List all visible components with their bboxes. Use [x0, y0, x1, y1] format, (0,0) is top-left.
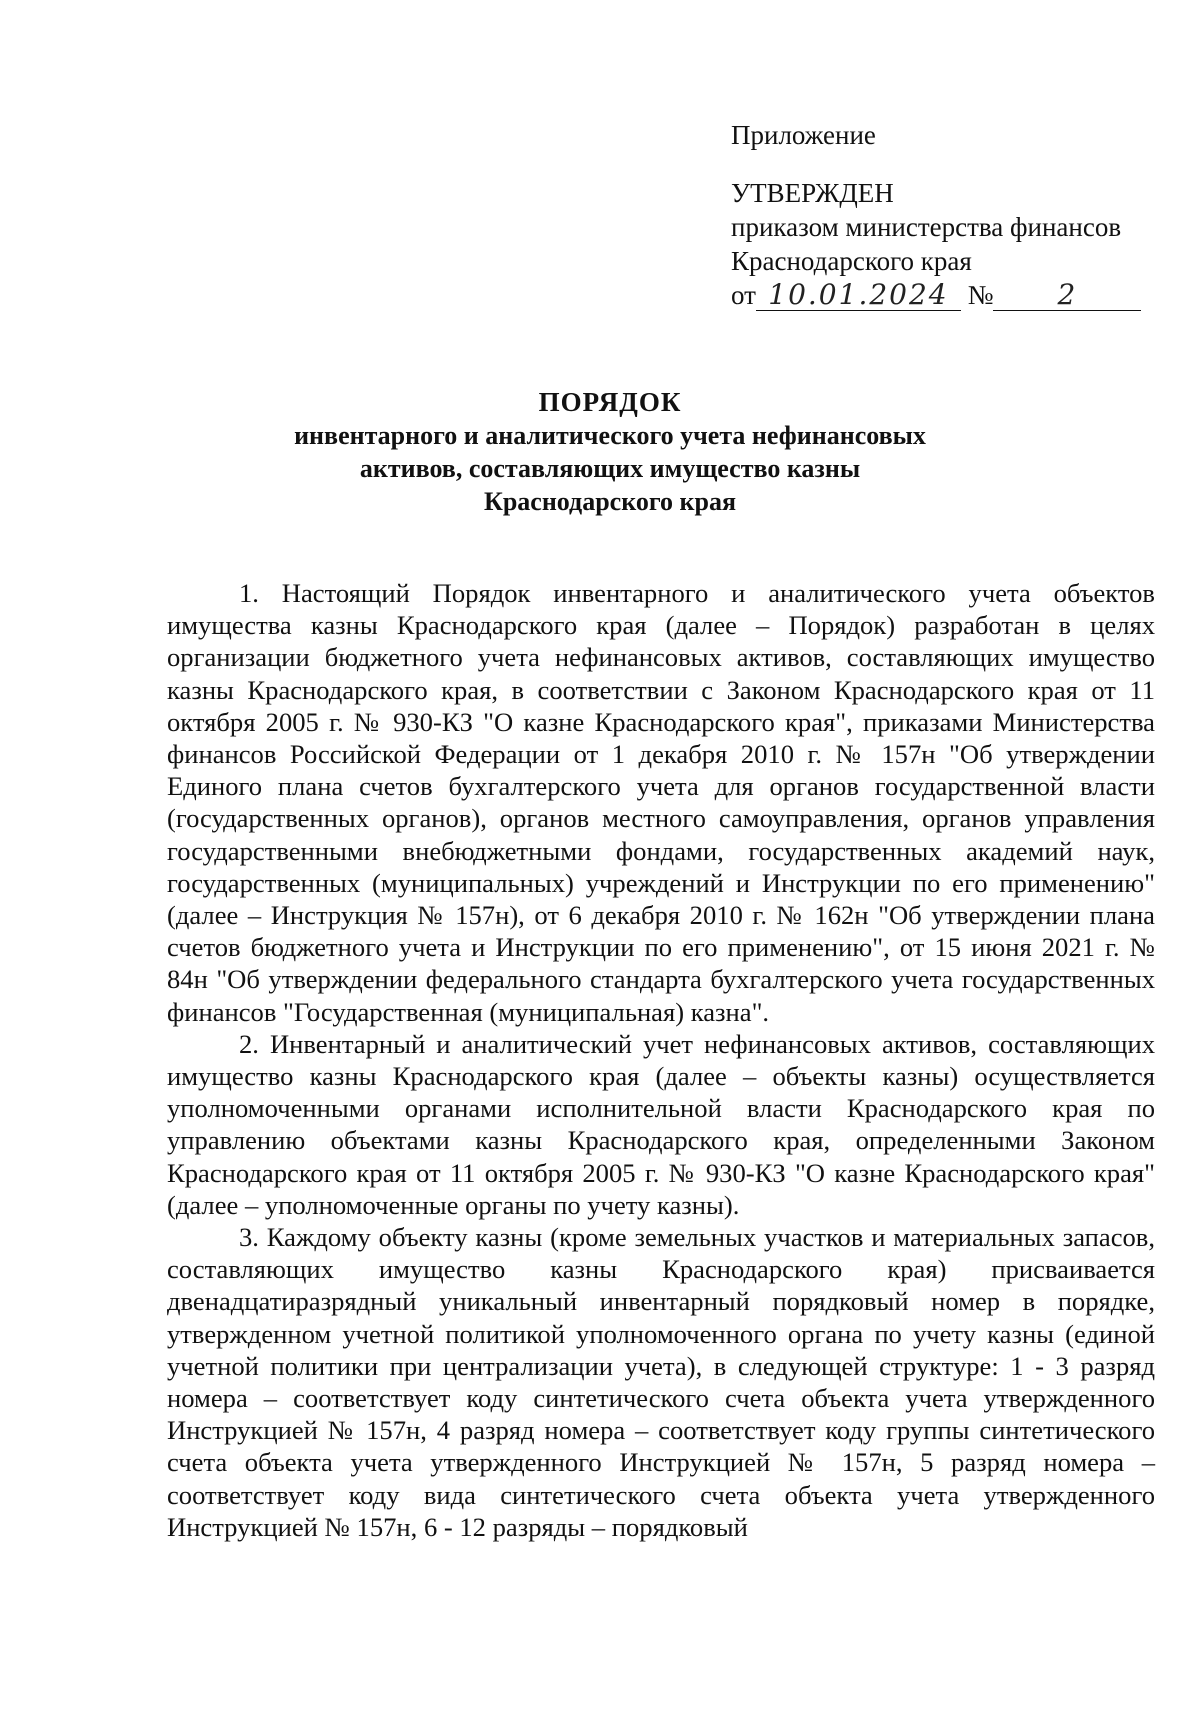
order-line-1: приказом министерства финансов — [731, 212, 1122, 242]
title-line-2: активов, составляющих имущество казны — [359, 454, 861, 483]
title-line-3: Краснодарского края — [483, 487, 737, 516]
spacer — [731, 152, 1151, 176]
paragraph-1: 1. Настоящий Порядок инвентарного и аналитического учета объектов имущества казны Краснодарского края (далее – Порядок) разработан в целях организации бюджетного учета нефинансовых активов, составляющих имущество казны Краснодарского края, в соответствии с Законом Краснодарского края от 11 октября 2005 г. № 930-КЗ "О казне Краснодарского края", приказами Министерства финансов Российской Федерации от 1 декабря 2010 г. № 157н "Об утверждении Единого плана счетов бухгалтерского учета для органов государственной власти (государственных органов), органов местного самоуправления, органов управления государственными внебюджетными фондами, государственных академий наук, государственных (муниципальных) учреждений и Инструкции по его применению" (далее – Инструкция № 157н), от 6 декабря 2010 г. № 162н "Об утверждении плана счетов бюджетного учета и Инструкции по его применению", от 15 июня 2021 г. № 84н "Об утверждении федерального стандарта бухгалтерского учета государственных финансов "Государственная (муниципальная) казна". — [167, 578, 1155, 1027]
order-line-2: Краснодарского края — [731, 246, 972, 276]
approved-label: УТВЕРЖДЕН — [731, 178, 894, 208]
approval-stamp-block — [731, 118, 1151, 312]
document-title — [200, 386, 1020, 518]
document-body — [167, 577, 1155, 1543]
appendix-label: Приложение — [731, 120, 876, 150]
title-line-1: инвентарного и аналитического учета нефинансовых — [294, 421, 926, 450]
paragraph-2: 2. Инвентарный и аналитический учет нефинансовых активов, составляющих имущество казны Краснодарского края (далее – объекты казны) осуществляется уполномоченными органами исполнительной власти Краснодарского края по управлению объектами казны Краснодарского края, определенными Законом Краснодарского края от 11 октября 2005 г. № 930-КЗ "О казне Краснодарского края" (далее – уполномоченные органы по учету казны). — [167, 1028, 1155, 1220]
paragraph-3: 3. Каждому объекту казны (кроме земельных участков и материальных запасов, составляющих имущество казны Краснодарского края) присваивается двенадцатиразрядный уникальный инвентарный порядковый номер в порядке, утвержденном учетной политикой уполномоченного органа по учету казны (единой учетной политики при централизации учета), в следующей структуре: 1 - 3 разряд номера – соответствует коду синтетического счета объекта учета утвержденного Инструкцией № 157н, 4 разряд номера – соответствует коду группы синтетического счета объекта учета утвержденного Инструкцией № 157н, 5 разряд номера – соответствует коду вида синтетического счета объекта учета утвержденного Инструкцией № 157н, 6 - 12 разряды – порядковый — [167, 1222, 1155, 1542]
handwritten-date: 10.01.2024 — [756, 280, 961, 311]
order-date-line — [731, 278, 1151, 312]
date-prefix: от — [731, 280, 756, 310]
number-prefix: № — [967, 280, 994, 310]
handwritten-number: 2 — [993, 280, 1141, 311]
title-main: ПОРЯДОК — [538, 387, 682, 417]
